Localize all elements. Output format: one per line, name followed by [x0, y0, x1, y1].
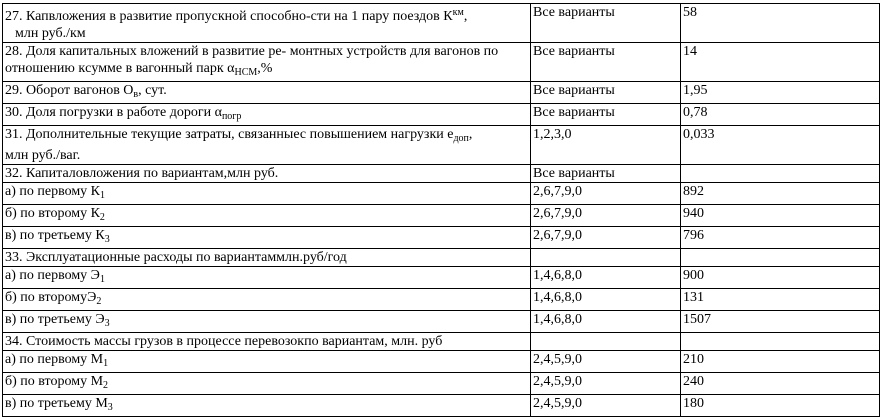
- value-cell: [681, 333, 880, 351]
- param-subscript: в: [133, 89, 139, 100]
- param-cell: [3, 205, 531, 227]
- variants-cell: 2,4,5,9,0: [531, 395, 681, 417]
- table-row: [3, 267, 880, 289]
- value-cell: 210: [681, 351, 880, 373]
- param-suffix: ,: [468, 127, 473, 142]
- table-row: [3, 227, 880, 249]
- value-cell: [681, 165, 880, 183]
- table-body: [3, 4, 880, 417]
- variants-cell: 2,4,5,9,0: [531, 373, 681, 395]
- variants-cell: 2,4,5,9,0: [531, 351, 681, 373]
- variants-cell: 2,6,7,9,0: [531, 205, 681, 227]
- value-cell: 14: [681, 43, 880, 82]
- param-subscript: НСМ: [234, 67, 258, 78]
- table-row: [3, 165, 880, 183]
- param-suffix: , сут.: [138, 83, 167, 98]
- param-text: 29. Оборот вагонов О: [5, 83, 134, 98]
- param-subscript: 3: [104, 318, 110, 329]
- param-cell: [3, 289, 531, 311]
- param-subscript: 1: [99, 274, 105, 285]
- param-text: б) по второму М: [5, 374, 104, 389]
- param-text: в) по третьему К: [5, 228, 105, 243]
- value-cell: [681, 249, 880, 267]
- param-text: в) по третьему Э: [5, 312, 105, 327]
- param-text: а) по первому Э: [5, 268, 100, 283]
- value-cell: 1,95: [681, 82, 880, 104]
- table-row: [3, 82, 880, 104]
- param-superscript: км: [452, 7, 464, 18]
- value-cell: 131: [681, 289, 880, 311]
- param-cell: [3, 311, 531, 333]
- variants-cell: 1,4,6,8,0: [531, 267, 681, 289]
- value-cell: 240: [681, 373, 880, 395]
- param-cell: [3, 4, 531, 43]
- table-row: [3, 249, 880, 267]
- table-row: [3, 311, 880, 333]
- param-subscript: 3: [107, 402, 113, 413]
- param-text: 31. Дополнительные текущие затраты, связанныес повышением нагрузки е: [5, 127, 454, 142]
- variants-cell: 1,4,6,8,0: [531, 289, 681, 311]
- table-row: [3, 183, 880, 205]
- table-row: [3, 4, 880, 43]
- param-cell: [3, 351, 531, 373]
- table-row: [3, 43, 880, 82]
- value-cell: 0,033: [681, 126, 880, 165]
- param-subscript: 1: [103, 358, 109, 369]
- param-text: б) по второму К: [5, 206, 100, 221]
- variants-cell: Все варианты: [531, 4, 681, 43]
- param-cell: 33. Эксплуатационные расходы по вариантаммлн.руб/год: [3, 249, 531, 267]
- table-row: [3, 373, 880, 395]
- value-cell: 180: [681, 395, 880, 417]
- param-text: 30. Доля погрузки в работе дороги α: [5, 105, 222, 120]
- table-row: [3, 104, 880, 126]
- parameters-table: [2, 3, 880, 417]
- value-cell: 1507: [681, 311, 880, 333]
- param-suffix: ,%: [257, 61, 273, 76]
- variants-cell: Все варианты: [531, 165, 681, 183]
- param-text: в) по третьему М: [5, 396, 108, 411]
- param-cell: 32. Капиталовложения по вариантам,млн руб.: [3, 165, 531, 183]
- param-text: 28. Доля капитальных вложений в развитие ре- монтных устройств для вагонов по отношению кcумме в вагонный парк α: [5, 44, 499, 76]
- param-subscript: погр: [221, 111, 242, 122]
- table-row: [3, 333, 880, 351]
- param-text: а) по первому М: [5, 352, 104, 367]
- param-subscript: 3: [104, 234, 110, 245]
- param-text: б) по второмуЭ: [5, 290, 97, 305]
- value-cell: 940: [681, 205, 880, 227]
- param-cell: [3, 227, 531, 249]
- param-subscript: доп: [453, 133, 469, 144]
- param-subscript: 1: [100, 190, 106, 201]
- variants-cell: 2,6,7,9,0: [531, 183, 681, 205]
- variants-cell: Все варианты: [531, 82, 681, 104]
- variants-cell: 1,2,3,0: [531, 126, 681, 165]
- param-text: а) по первому К: [5, 184, 101, 199]
- param-cell: [3, 126, 531, 165]
- param-unit: млн руб./ваг.: [5, 148, 81, 163]
- variants-cell: [531, 249, 681, 267]
- variants-cell: 1,4,6,8,0: [531, 311, 681, 333]
- value-cell: 900: [681, 267, 880, 289]
- param-cell: [3, 267, 531, 289]
- param-subscript: 2: [96, 296, 102, 307]
- param-suffix: ,: [463, 9, 468, 24]
- table-row: [3, 395, 880, 417]
- table-row: [3, 126, 880, 165]
- variants-cell: Все варианты: [531, 104, 681, 126]
- variants-cell: 2,6,7,9,0: [531, 227, 681, 249]
- value-cell: 58: [681, 4, 880, 43]
- param-text: 27. Капвложения в развитие пропускной способно-сти на 1 пару поездов К: [5, 9, 453, 24]
- value-cell: 0,78: [681, 104, 880, 126]
- param-unit: млн руб./км: [15, 26, 86, 41]
- table-row: [3, 351, 880, 373]
- param-cell: 34. Стоимость массы грузов в процессе перевозокпо вариантам, млн. руб: [3, 333, 531, 351]
- param-cell: [3, 82, 531, 104]
- param-subscript: 2: [103, 380, 109, 391]
- value-cell: 796: [681, 227, 880, 249]
- param-cell: [3, 104, 531, 126]
- param-subscript: 2: [99, 212, 105, 223]
- table-row: [3, 205, 880, 227]
- param-cell: [3, 183, 531, 205]
- param-cell: [3, 395, 531, 417]
- param-cell: [3, 43, 531, 82]
- variants-cell: [531, 333, 681, 351]
- param-cell: [3, 373, 531, 395]
- variants-cell: Все варианты: [531, 43, 681, 82]
- table-row: [3, 289, 880, 311]
- value-cell: 892: [681, 183, 880, 205]
